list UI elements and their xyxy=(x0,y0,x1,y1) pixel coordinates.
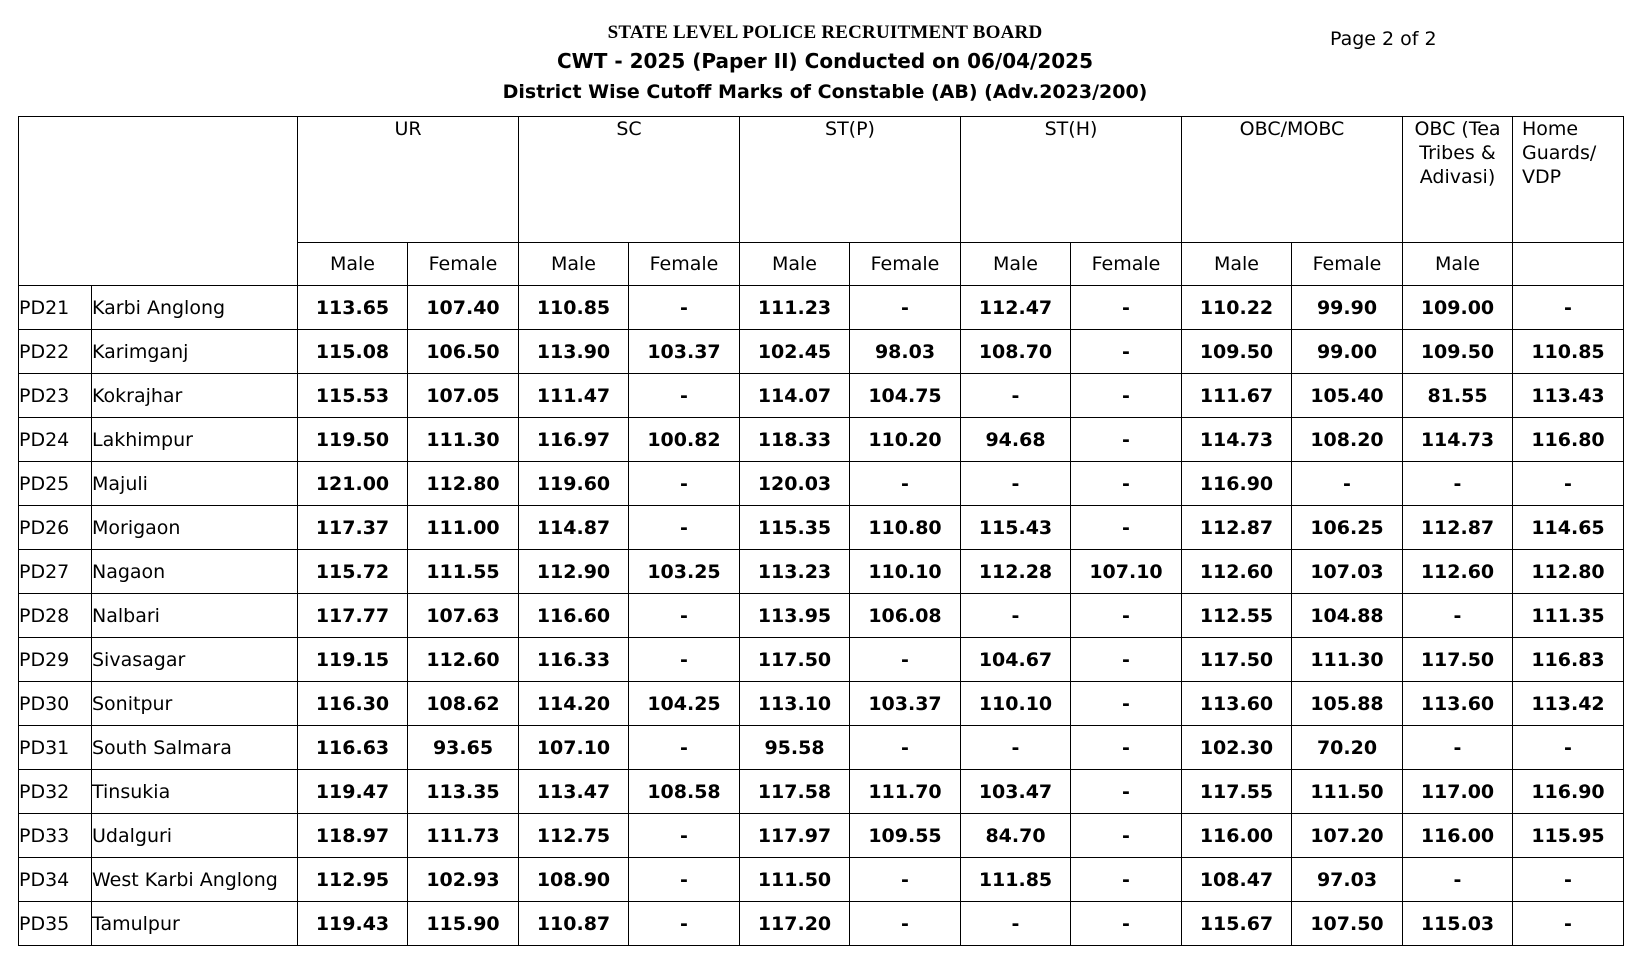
cutoff-cell: 117.50 xyxy=(740,638,850,682)
cutoff-cell: 110.22 xyxy=(1182,286,1292,330)
table-row xyxy=(19,770,1624,814)
cutoff-cell: 111.47 xyxy=(519,374,629,418)
sub-header-cell: Male xyxy=(740,243,850,286)
cutoff-cell: 102.93 xyxy=(408,858,519,902)
cutoff-cell: 104.88 xyxy=(1292,594,1403,638)
cutoff-cell: - xyxy=(1071,682,1182,726)
group-header-obc-mobc: OBC/MOBC xyxy=(1182,117,1403,243)
cutoff-cell: 114.87 xyxy=(519,506,629,550)
district-code: PD27 xyxy=(19,550,92,594)
cutoff-cell: - xyxy=(629,374,740,418)
table-row xyxy=(19,814,1624,858)
document-subtitle: District Wise Cutoff Marks of Constable (AB) (Adv.2023/200) xyxy=(502,81,1148,103)
cutoff-cell: - xyxy=(850,902,961,946)
cutoff-cell: 111.50 xyxy=(1292,770,1403,814)
cutoff-cell: 111.55 xyxy=(408,550,519,594)
district-code: PD21 xyxy=(19,286,92,330)
cutoff-cell: 111.30 xyxy=(408,418,519,462)
cutoff-cell: 112.80 xyxy=(408,462,519,506)
cutoff-cell: - xyxy=(1071,418,1182,462)
cutoff-cell: - xyxy=(1403,594,1513,638)
cutoff-cell: 111.23 xyxy=(740,286,850,330)
table-row xyxy=(19,726,1624,770)
cutoff-cell: - xyxy=(1071,506,1182,550)
cutoff-cell: 112.75 xyxy=(519,814,629,858)
cutoff-cell: 107.10 xyxy=(1071,550,1182,594)
table-row xyxy=(19,550,1624,594)
cutoff-cell: 116.97 xyxy=(519,418,629,462)
cutoff-cell: 119.60 xyxy=(519,462,629,506)
cutoff-cell: 107.50 xyxy=(1292,902,1403,946)
page-number: Page 2 of 2 xyxy=(1330,28,1437,50)
cutoff-cell: 97.03 xyxy=(1292,858,1403,902)
district-name: Tamulpur xyxy=(92,902,298,946)
district-code: PD22 xyxy=(19,330,92,374)
cutoff-cell: 99.00 xyxy=(1292,330,1403,374)
table-row xyxy=(19,418,1624,462)
cutoff-cell: 114.73 xyxy=(1403,418,1513,462)
cutoff-cell: 112.60 xyxy=(408,638,519,682)
cutoff-cell: 112.55 xyxy=(1182,594,1292,638)
cutoff-cell: 110.80 xyxy=(850,506,961,550)
cutoff-cell: 111.67 xyxy=(1182,374,1292,418)
cutoff-cell: 110.85 xyxy=(1513,330,1624,374)
cutoff-cell: 112.87 xyxy=(1403,506,1513,550)
cutoff-cell: - xyxy=(1403,858,1513,902)
cutoff-cell: 113.60 xyxy=(1403,682,1513,726)
group-header-stp: ST(P) xyxy=(740,117,961,243)
district-name: Majuli xyxy=(92,462,298,506)
cutoff-cell: 111.00 xyxy=(408,506,519,550)
cutoff-cell: - xyxy=(1071,374,1182,418)
cutoff-cell: - xyxy=(629,286,740,330)
district-name: Karimganj xyxy=(92,330,298,374)
cutoff-cell: 110.20 xyxy=(850,418,961,462)
cutoff-cell: 102.30 xyxy=(1182,726,1292,770)
cutoff-cell: 112.28 xyxy=(961,550,1071,594)
district-name: Nagaon xyxy=(92,550,298,594)
cutoff-cell: 108.90 xyxy=(519,858,629,902)
district-name: Udalguri xyxy=(92,814,298,858)
cutoff-cell: 115.43 xyxy=(961,506,1071,550)
district-code: PD26 xyxy=(19,506,92,550)
cutoff-cell: - xyxy=(629,462,740,506)
district-name: Lakhimpur xyxy=(92,418,298,462)
cutoff-cell: 109.55 xyxy=(850,814,961,858)
district-code: PD32 xyxy=(19,770,92,814)
cutoff-cell: - xyxy=(1403,726,1513,770)
cutoff-cell: 117.37 xyxy=(298,506,408,550)
cutoff-cell: 116.63 xyxy=(298,726,408,770)
district-code: PD24 xyxy=(19,418,92,462)
cutoff-cell: 120.03 xyxy=(740,462,850,506)
district-name: Sivasagar xyxy=(92,638,298,682)
sub-header-cell: Male xyxy=(961,243,1071,286)
cutoff-cell: 105.88 xyxy=(1292,682,1403,726)
table-row xyxy=(19,682,1624,726)
cutoff-cell: - xyxy=(850,726,961,770)
cutoff-cell: - xyxy=(1513,902,1624,946)
cutoff-cell: 117.20 xyxy=(740,902,850,946)
cutoff-cell: 113.60 xyxy=(1182,682,1292,726)
cutoff-cell: 98.03 xyxy=(850,330,961,374)
cutoff-cell: 121.00 xyxy=(298,462,408,506)
cutoff-cell: - xyxy=(1513,858,1624,902)
cutoff-cell: - xyxy=(1513,726,1624,770)
table-row xyxy=(19,594,1624,638)
cutoff-cell: 108.62 xyxy=(408,682,519,726)
cutoff-cell: 106.50 xyxy=(408,330,519,374)
cutoff-cell: 108.70 xyxy=(961,330,1071,374)
cutoff-cell: 117.00 xyxy=(1403,770,1513,814)
cutoff-cell: 81.55 xyxy=(1403,374,1513,418)
cutoff-cell: 118.97 xyxy=(298,814,408,858)
cutoff-cell: 116.30 xyxy=(298,682,408,726)
cutoff-cell: - xyxy=(1513,286,1624,330)
cutoff-cell: 113.47 xyxy=(519,770,629,814)
cutoff-cell: 112.47 xyxy=(961,286,1071,330)
cutoff-cell: 117.97 xyxy=(740,814,850,858)
cutoff-cell: 109.50 xyxy=(1182,330,1292,374)
cutoff-cell: 113.65 xyxy=(298,286,408,330)
sub-header-cell: Female xyxy=(1071,243,1182,286)
table-row xyxy=(19,858,1624,902)
sub-header-cell: Female xyxy=(850,243,961,286)
group-header-obc-tea-tribes: OBC (Tea Tribes & Adivasi) xyxy=(1403,117,1513,243)
cutoff-cell: 117.50 xyxy=(1182,638,1292,682)
cutoff-cell: 113.35 xyxy=(408,770,519,814)
cutoff-cell: 117.55 xyxy=(1182,770,1292,814)
board-title: STATE LEVEL POLICE RECRUITMENT BOARD xyxy=(607,22,1043,43)
cutoff-cell: 104.75 xyxy=(850,374,961,418)
cutoff-cell: 112.87 xyxy=(1182,506,1292,550)
cutoff-cell: 116.83 xyxy=(1513,638,1624,682)
cutoff-cell: 115.35 xyxy=(740,506,850,550)
cutoff-cell: - xyxy=(629,726,740,770)
district-code: PD31 xyxy=(19,726,92,770)
cutoff-cell: - xyxy=(1071,858,1182,902)
cutoff-cell: 111.85 xyxy=(961,858,1071,902)
cutoff-cell: 109.50 xyxy=(1403,330,1513,374)
cutoff-cell: 115.90 xyxy=(408,902,519,946)
cutoff-cell: 95.58 xyxy=(740,726,850,770)
table-body xyxy=(19,286,1624,946)
cutoff-cell: - xyxy=(1071,726,1182,770)
table-row xyxy=(19,374,1624,418)
cutoff-cell: 114.65 xyxy=(1513,506,1624,550)
cutoff-cell: 93.65 xyxy=(408,726,519,770)
cutoff-cell: 116.33 xyxy=(519,638,629,682)
cutoff-cell: - xyxy=(1513,462,1624,506)
table-row xyxy=(19,462,1624,506)
cutoff-cell: 115.53 xyxy=(298,374,408,418)
cutoff-cell: 119.47 xyxy=(298,770,408,814)
cutoff-cell: 103.25 xyxy=(629,550,740,594)
cutoff-cell: 111.50 xyxy=(740,858,850,902)
cutoff-cell: 108.47 xyxy=(1182,858,1292,902)
table-row xyxy=(19,902,1624,946)
cutoff-cell: 111.73 xyxy=(408,814,519,858)
cutoff-cell: 117.77 xyxy=(298,594,408,638)
cutoff-cell: - xyxy=(850,286,961,330)
district-name: Kokrajhar xyxy=(92,374,298,418)
sub-header-cell: Male xyxy=(519,243,629,286)
sub-header-cell xyxy=(1513,243,1624,286)
sub-header-cell: Male xyxy=(1403,243,1513,286)
cutoff-cell: 116.00 xyxy=(1403,814,1513,858)
cutoff-cell: 107.40 xyxy=(408,286,519,330)
district-code: PD25 xyxy=(19,462,92,506)
cutoff-cell: - xyxy=(629,902,740,946)
cutoff-cell: - xyxy=(1071,902,1182,946)
cutoff-cell: 112.90 xyxy=(519,550,629,594)
cutoff-cell: 107.05 xyxy=(408,374,519,418)
cutoff-cell: - xyxy=(1071,638,1182,682)
cutoff-cell: 107.10 xyxy=(519,726,629,770)
cutoff-cell: 114.73 xyxy=(1182,418,1292,462)
cutoff-cell: 105.40 xyxy=(1292,374,1403,418)
district-name: South Salmara xyxy=(92,726,298,770)
cutoff-cell: - xyxy=(961,726,1071,770)
district-name: Tinsukia xyxy=(92,770,298,814)
cutoff-cell: - xyxy=(961,374,1071,418)
district-code: PD23 xyxy=(19,374,92,418)
cutoff-cell: 119.43 xyxy=(298,902,408,946)
cutoff-cell: 103.37 xyxy=(629,330,740,374)
group-header-ur: UR xyxy=(298,117,519,243)
cutoff-cell: 111.30 xyxy=(1292,638,1403,682)
cutoff-cell: - xyxy=(629,638,740,682)
district-code: PD35 xyxy=(19,902,92,946)
cutoff-cell: 113.10 xyxy=(740,682,850,726)
cutoff-cell: 111.70 xyxy=(850,770,961,814)
cutoff-cell: 102.45 xyxy=(740,330,850,374)
cutoff-cell: - xyxy=(629,858,740,902)
cutoff-cell: 115.95 xyxy=(1513,814,1624,858)
cutoff-cell: 115.67 xyxy=(1182,902,1292,946)
cutoff-cell: 107.20 xyxy=(1292,814,1403,858)
cutoff-cell: - xyxy=(1071,770,1182,814)
cutoff-cell: 103.37 xyxy=(850,682,961,726)
table-row xyxy=(19,506,1624,550)
cutoff-cell: 114.20 xyxy=(519,682,629,726)
cutoff-cell: 107.63 xyxy=(408,594,519,638)
sub-header-cell: Female xyxy=(629,243,740,286)
cutoff-cell: 106.08 xyxy=(850,594,961,638)
cutoff-cell: 103.47 xyxy=(961,770,1071,814)
group-header-row xyxy=(19,117,1624,243)
cutoff-cell: - xyxy=(629,506,740,550)
district-name: Karbi Anglong xyxy=(92,286,298,330)
cutoff-cell: - xyxy=(1071,594,1182,638)
cutoff-cell: 110.10 xyxy=(850,550,961,594)
cutoff-cell: - xyxy=(850,462,961,506)
header-blank xyxy=(19,117,298,286)
cutoff-cell: - xyxy=(1292,462,1403,506)
cutoff-cell: 116.90 xyxy=(1513,770,1624,814)
cutoff-cell: - xyxy=(850,638,961,682)
cutoff-cell: - xyxy=(629,814,740,858)
cutoff-cell: 109.00 xyxy=(1403,286,1513,330)
cutoff-cell: 70.20 xyxy=(1292,726,1403,770)
table-row xyxy=(19,638,1624,682)
exam-title: CWT - 2025 (Paper II) Conducted on 06/04/2025 xyxy=(556,49,1094,73)
cutoff-cell: 119.50 xyxy=(298,418,408,462)
group-header-sc: SC xyxy=(519,117,740,243)
cutoff-cell: 114.07 xyxy=(740,374,850,418)
cutoff-cell: - xyxy=(1071,330,1182,374)
cutoff-cell: - xyxy=(961,594,1071,638)
sub-header-cell: Male xyxy=(1182,243,1292,286)
cutoff-cell: 94.68 xyxy=(961,418,1071,462)
cutoff-cell: 116.80 xyxy=(1513,418,1624,462)
cutoff-cell: - xyxy=(850,858,961,902)
cutoff-cell: 118.33 xyxy=(740,418,850,462)
table-row xyxy=(19,286,1624,330)
cutoff-cell: 116.90 xyxy=(1182,462,1292,506)
cutoff-cell: 104.67 xyxy=(961,638,1071,682)
group-header-sth: ST(H) xyxy=(961,117,1182,243)
sub-header-cell: Female xyxy=(408,243,519,286)
cutoff-cell: - xyxy=(1071,462,1182,506)
cutoff-cell: 104.25 xyxy=(629,682,740,726)
cutoff-cell: - xyxy=(1071,286,1182,330)
district-code: PD33 xyxy=(19,814,92,858)
cutoff-cell: - xyxy=(629,594,740,638)
cutoff-cell: 99.90 xyxy=(1292,286,1403,330)
cutoff-cell: 113.23 xyxy=(740,550,850,594)
cutoff-cell: 110.85 xyxy=(519,286,629,330)
cutoff-cell: 113.90 xyxy=(519,330,629,374)
district-name: Sonitpur xyxy=(92,682,298,726)
cutoff-cell: 84.70 xyxy=(961,814,1071,858)
cutoff-cell: 115.72 xyxy=(298,550,408,594)
cutoff-cell: 113.43 xyxy=(1513,374,1624,418)
cutoff-cell: - xyxy=(1403,462,1513,506)
cutoff-cell: 107.03 xyxy=(1292,550,1403,594)
cutoff-cell: 111.35 xyxy=(1513,594,1624,638)
table-row xyxy=(19,330,1624,374)
district-code: PD29 xyxy=(19,638,92,682)
cutoff-cell: 112.80 xyxy=(1513,550,1624,594)
cutoff-cell: 112.95 xyxy=(298,858,408,902)
sub-header-cell: Female xyxy=(1292,243,1403,286)
cutoff-table xyxy=(18,116,1624,946)
group-header-home-guards: Home Guards/ VDP xyxy=(1513,117,1624,243)
district-code: PD28 xyxy=(19,594,92,638)
district-code: PD34 xyxy=(19,858,92,902)
cutoff-cell: 100.82 xyxy=(629,418,740,462)
cutoff-cell: 113.95 xyxy=(740,594,850,638)
cutoff-cell: 116.00 xyxy=(1182,814,1292,858)
cutoff-cell: 119.15 xyxy=(298,638,408,682)
district-name: Morigaon xyxy=(92,506,298,550)
cutoff-cell: - xyxy=(961,902,1071,946)
cutoff-cell: 115.08 xyxy=(298,330,408,374)
cutoff-cell: 115.03 xyxy=(1403,902,1513,946)
document-header xyxy=(0,0,1650,110)
cutoff-cell: 112.60 xyxy=(1403,550,1513,594)
cutoff-cell: 112.60 xyxy=(1182,550,1292,594)
cutoff-cell: 110.87 xyxy=(519,902,629,946)
cutoff-cell: 108.58 xyxy=(629,770,740,814)
district-name: Nalbari xyxy=(92,594,298,638)
district-code: PD30 xyxy=(19,682,92,726)
cutoff-cell: 113.42 xyxy=(1513,682,1624,726)
cutoff-cell: 110.10 xyxy=(961,682,1071,726)
cutoff-cell: 106.25 xyxy=(1292,506,1403,550)
cutoff-cell: 117.50 xyxy=(1403,638,1513,682)
cutoff-cell: 108.20 xyxy=(1292,418,1403,462)
sub-header-cell: Male xyxy=(298,243,408,286)
cutoff-cell: 117.58 xyxy=(740,770,850,814)
cutoff-cell: - xyxy=(1071,814,1182,858)
cutoff-cell: - xyxy=(961,462,1071,506)
district-name: West Karbi Anglong xyxy=(92,858,298,902)
cutoff-cell: 116.60 xyxy=(519,594,629,638)
